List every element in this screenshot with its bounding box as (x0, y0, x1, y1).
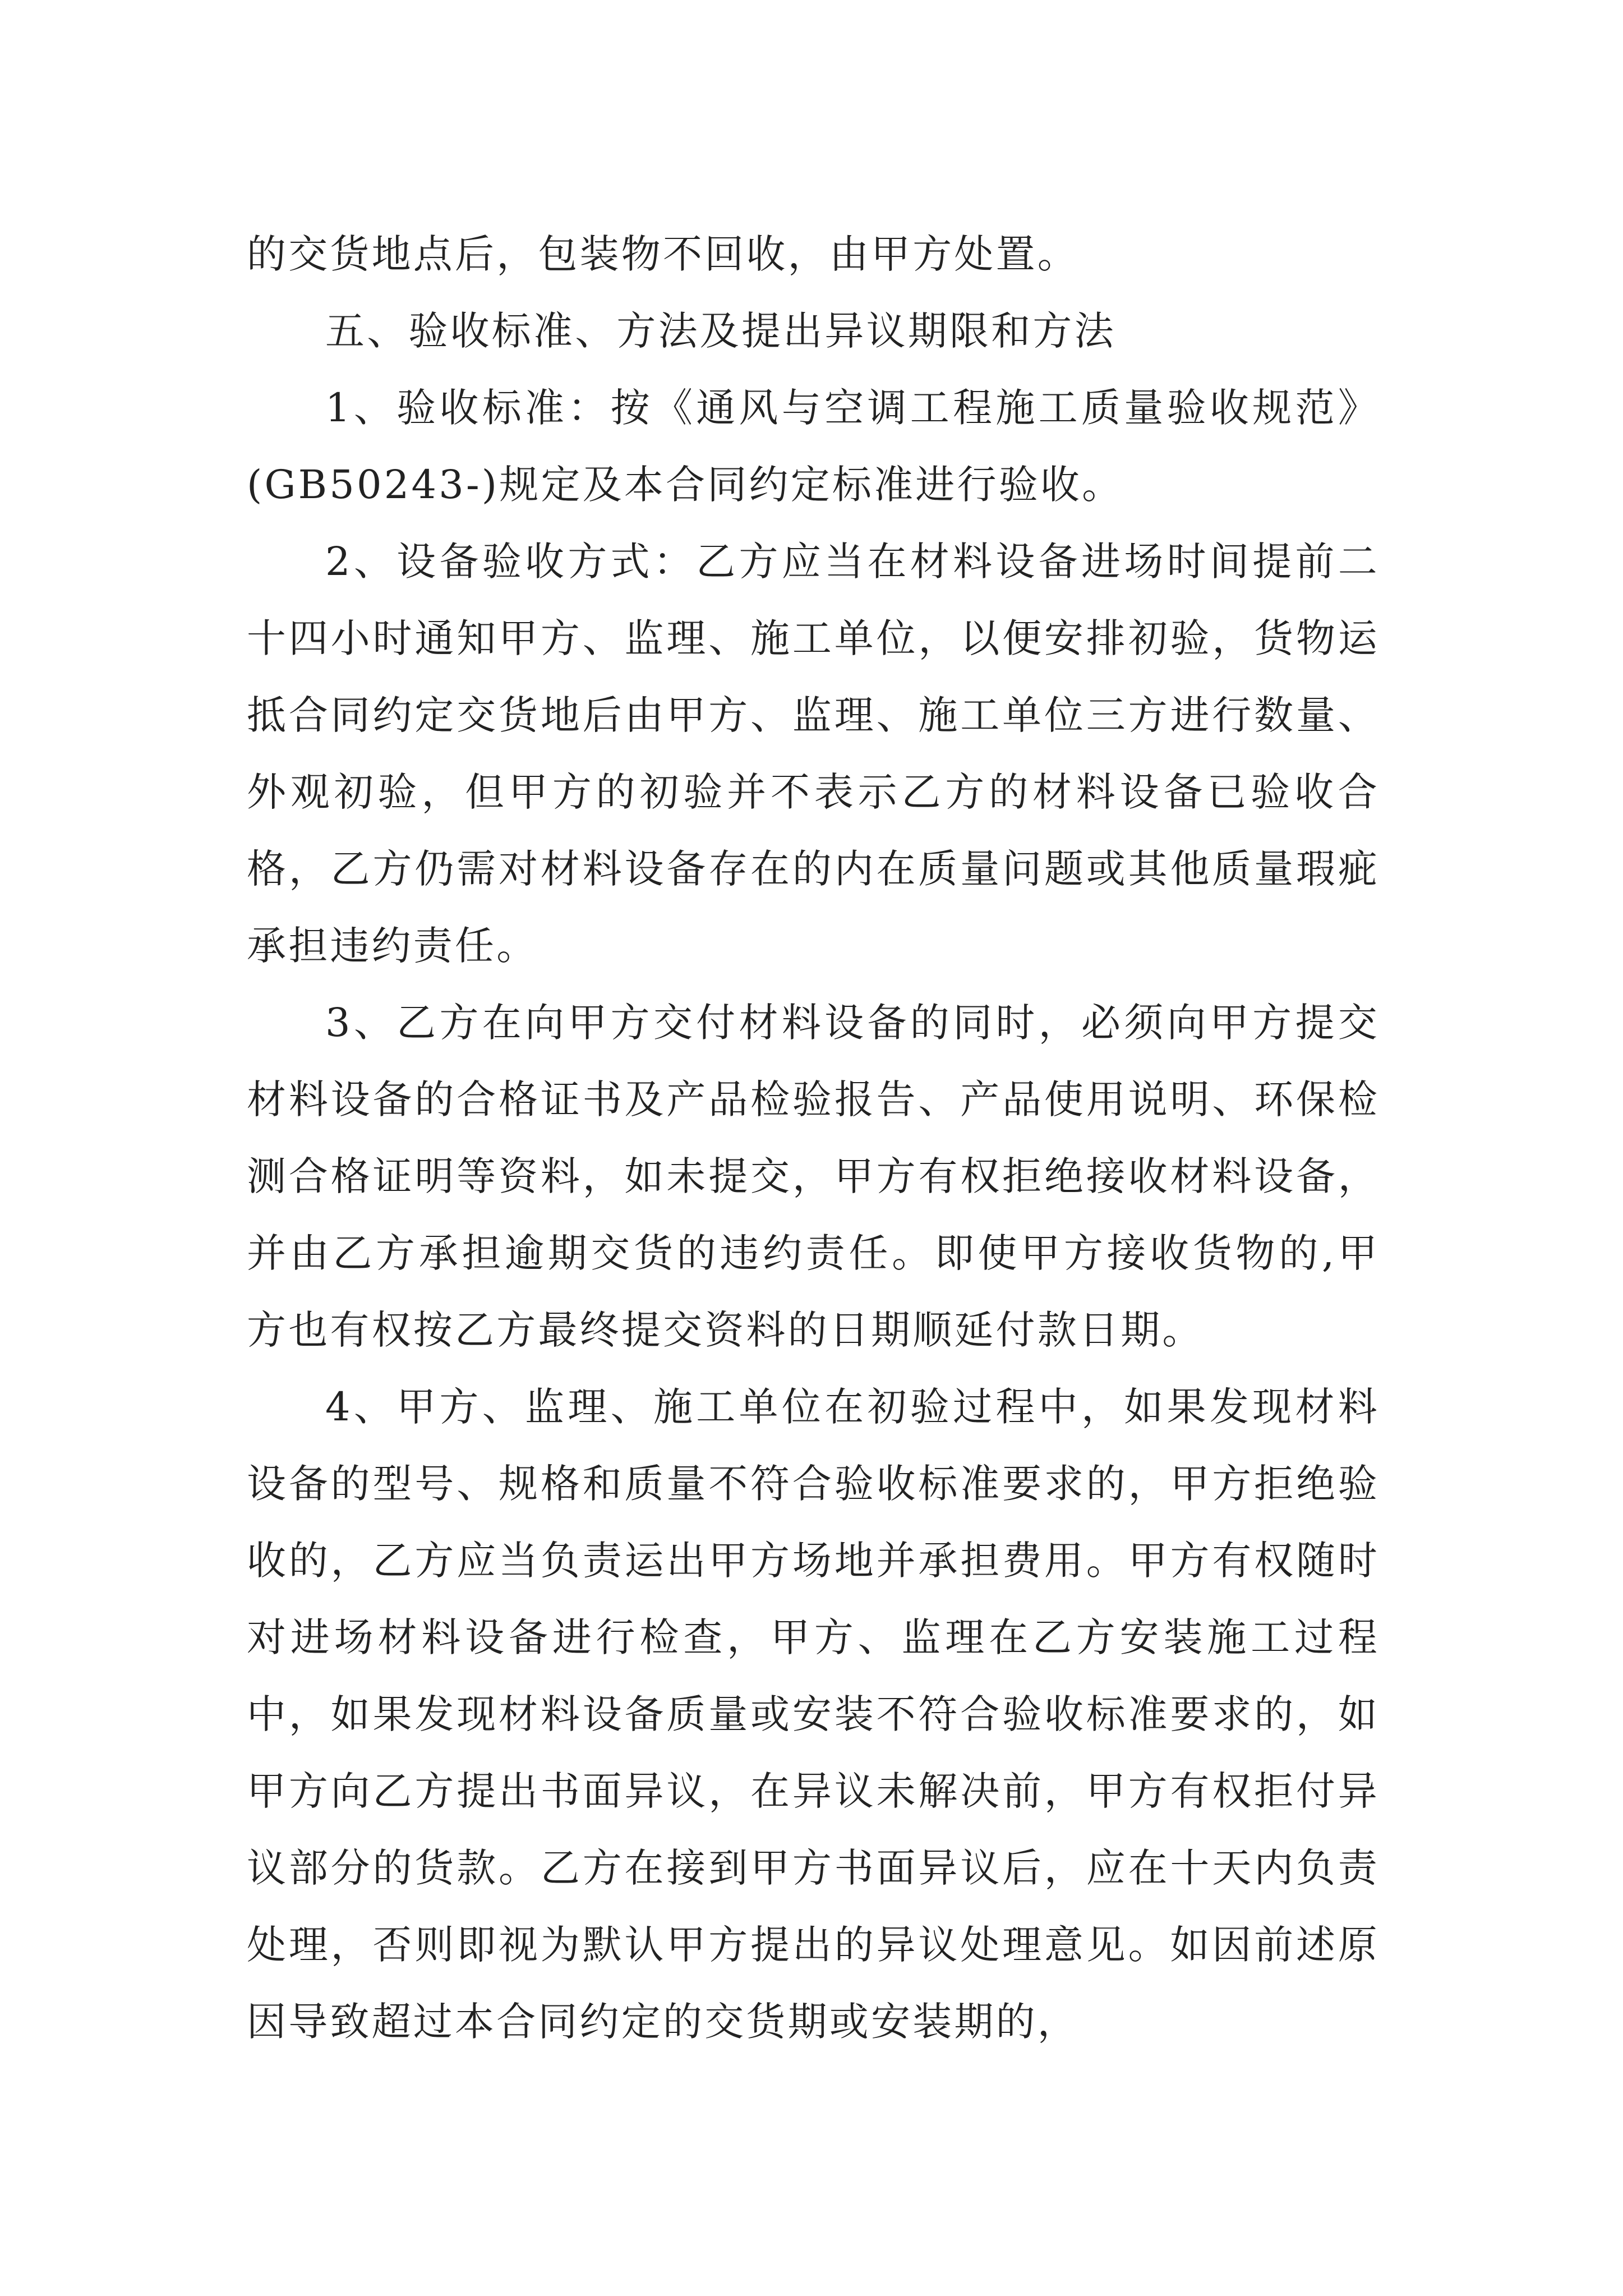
section-heading: 五、验收标准、方法及提出异议期限和方法 (325, 308, 1116, 354)
paragraph-continuation: 的交货地点后，包装物不回收，由甲方处置。 (247, 231, 1079, 277)
paragraph-inspection-objection: 4、甲方、监理、施工单位在初验过程中，如果发现材料设备的型号、规格和质量不符合验收标准要求的，甲方拒绝验收的，乙方应当负责运出甲方场地并承担费用。甲方有权随时对进场材料设备进行检查，甲方、监理在乙方安装施工过程中，如果发现材料设备质量或安装不符合验收标准要求的，如甲方向乙方提出书面异议，在异议未解决前，甲方有权拒付异议部分的货款。乙方在接到甲方书面异议后，应在十天内负责处理，否则即视为默认甲方提出的异议处理意见。如因前述原因导致超过本合同约定的交货期或安装期的， (247, 1384, 1380, 2045)
paragraph-certificates: 3、乙方在向甲方交付材料设备的同时，必须向甲方提交材料设备的合格证书及产品检验报告、产品使用说明、环保检测合格证明等资料，如未提交，甲方有权拒绝接收材料设备，并由乙方承担逾期交货的违约责任。即使甲方接收货物的,甲方也有权按乙方最终提交资料的日期顺延付款日期。 (247, 1000, 1380, 1353)
paragraph-equipment-acceptance: 2、设备验收方式：乙方应当在材料设备进场时间提前二十四小时通知甲方、监理、施工单位，以便安排初验，货物运抵合同约定交货地后由甲方、监理、施工单位三方进行数量、外观初验，但甲方的初验并不表示乙方的材料设备已验收合格，乙方仍需对材料设备存在的内在质量问题或其他质量瑕疵承担违约责任。 (247, 539, 1380, 969)
document-body (247, 216, 1380, 2060)
paragraph-acceptance-standard: 1、验收标准：按《通风与空调工程施工质量验收规范》(GB50243-)规定及本合同约定标准进行验收。 (247, 385, 1380, 508)
